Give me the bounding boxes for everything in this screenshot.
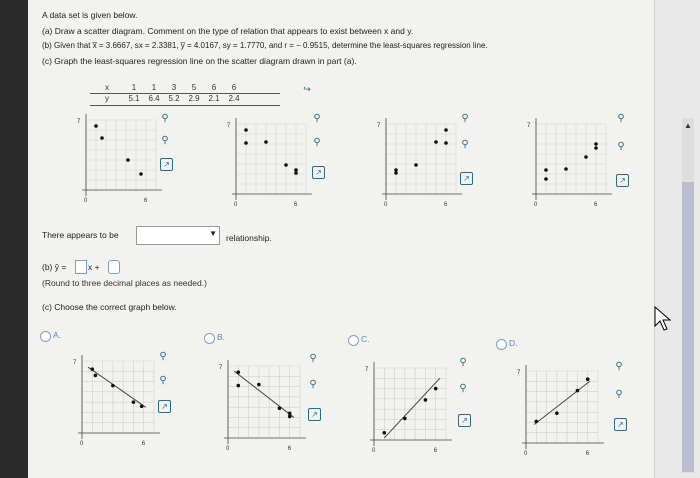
- regression-mid: x +: [88, 262, 100, 272]
- zoom-out-icon[interactable]: ⚲: [615, 389, 623, 400]
- popout-icon[interactable]: ↗: [458, 414, 471, 427]
- scatter-plot-svg: [208, 112, 328, 212]
- x-tick-label: 6: [141, 441, 146, 447]
- intro-text: A data set is given below.: [42, 10, 138, 20]
- option-plot-svg: [346, 352, 464, 457]
- data-point: [94, 124, 98, 128]
- intercept-input[interactable]: [108, 260, 120, 274]
- table-cell: 1: [151, 83, 157, 92]
- data-point: [264, 140, 268, 144]
- data-point: [414, 163, 418, 167]
- scatter-plot-svg: [508, 112, 628, 212]
- option-a-label[interactable]: A.: [53, 330, 62, 340]
- table-cell: 6: [231, 83, 237, 92]
- zoom-out-icon[interactable]: ⚲: [313, 137, 321, 148]
- zoom-out-icon[interactable]: ⚲: [461, 139, 469, 150]
- table-header-x: x: [105, 83, 109, 92]
- data-point: [111, 384, 115, 388]
- x-tick-label: 6: [287, 446, 292, 452]
- data-point: [594, 142, 598, 146]
- option-a-radio[interactable]: [40, 331, 51, 342]
- table-cell: 1: [131, 83, 137, 92]
- scatter-graph-2: [208, 112, 328, 217]
- data-point: [94, 374, 98, 378]
- data-point: [424, 398, 428, 402]
- popout-icon[interactable]: ↗: [160, 158, 173, 171]
- scroll-thumb[interactable]: [682, 182, 694, 472]
- data-point: [284, 163, 288, 167]
- zoom-in-icon[interactable]: ⚲: [313, 113, 321, 124]
- data-point: [555, 411, 559, 415]
- popout-icon[interactable]: ↗: [614, 418, 627, 431]
- origin-label: 0: [234, 202, 238, 208]
- data-point: [132, 400, 136, 404]
- zoom-in-icon[interactable]: ⚲: [161, 113, 169, 124]
- part-c-text: (c) Graph the least-squares regression line on the scatter diagram drawn in part (a).: [42, 56, 357, 66]
- origin-label: 0: [84, 198, 88, 204]
- regression-line: [534, 381, 590, 424]
- table-cell: 2.1: [208, 94, 220, 103]
- y-tick-label: 7: [227, 123, 231, 129]
- option-b-label[interactable]: B.: [217, 332, 226, 342]
- table-bottom-rule: [90, 105, 280, 106]
- choose-prompt: (c) Choose the correct graph below.: [42, 302, 177, 312]
- slope-input[interactable]: [75, 260, 87, 274]
- regression-line: [88, 367, 146, 407]
- table-row-y: [90, 93, 244, 104]
- scroll-up-arrow-icon[interactable]: ▲: [684, 121, 692, 130]
- data-point: [294, 168, 298, 172]
- origin-label: 0: [372, 448, 376, 454]
- x-tick-label: 6: [444, 202, 448, 208]
- data-point: [584, 155, 588, 159]
- zoom-out-icon[interactable]: ⚲: [159, 375, 167, 386]
- x-tick-label: 6: [594, 202, 598, 208]
- option-plot-svg: [200, 350, 318, 455]
- data-point: [278, 406, 282, 410]
- zoom-out-icon[interactable]: ⚲: [161, 135, 169, 146]
- data-point: [544, 168, 548, 172]
- popout-icon[interactable]: ↗: [308, 408, 321, 421]
- data-point: [444, 141, 448, 145]
- data-point: [534, 420, 538, 424]
- problem-content: [28, 0, 654, 478]
- data-point: [544, 177, 548, 181]
- data-point: [257, 383, 261, 387]
- data-point: [244, 141, 248, 145]
- data-point: [394, 168, 398, 172]
- table-cell: 6: [211, 83, 217, 92]
- x-tick-label: 6: [433, 448, 438, 454]
- vertical-scrollbar[interactable]: [654, 0, 700, 478]
- table-cell: 6.4: [148, 94, 160, 103]
- y-tick-label: 7: [365, 367, 369, 373]
- table-header-y: y: [105, 94, 109, 103]
- table-divider: [90, 93, 280, 94]
- part-b-text: (b) Given that x̅ = 3.6667, sx = 2.3381, y̅ = 4.0167, sy = 1.7770, and r = − 0.9515, determine the least-squares regression line.: [42, 41, 488, 50]
- data-point: [382, 431, 386, 435]
- option-c-label[interactable]: C.: [361, 334, 370, 344]
- option-a-graph: [54, 345, 172, 455]
- origin-label: 0: [226, 446, 230, 452]
- y-tick-label: 7: [517, 370, 521, 376]
- table-cell: 5: [191, 83, 197, 92]
- data-point: [126, 158, 130, 162]
- y-tick-label: 7: [77, 119, 81, 125]
- part-a-text: (a) Draw a scatter diagram. Comment on the type of relation that appears to exist between x and y.: [42, 26, 414, 36]
- zoom-in-icon[interactable]: ⚲: [615, 361, 623, 372]
- y-tick-label: 7: [527, 123, 531, 129]
- data-point: [586, 377, 590, 381]
- data-point: [139, 172, 143, 176]
- zoom-in-icon[interactable]: ⚲: [617, 113, 625, 124]
- rounding-note: (Round to three decimal places as needed.): [42, 278, 207, 288]
- popout-icon[interactable]: ↗: [616, 174, 629, 187]
- table-cell: 2.9: [188, 94, 200, 103]
- dropdown-arrow-icon: ▼: [209, 229, 217, 238]
- origin-label: 0: [80, 441, 84, 447]
- data-point: [236, 370, 240, 374]
- data-point: [403, 417, 407, 421]
- popout-icon[interactable]: ↗: [158, 400, 171, 413]
- zoom-out-icon[interactable]: ⚲: [309, 379, 317, 390]
- copy-table-icon[interactable]: ↪: [303, 84, 311, 94]
- table-cell: 3: [171, 83, 177, 92]
- option-b-graph: [200, 350, 318, 460]
- y-tick-label: 7: [377, 123, 381, 129]
- x-tick-label: 6: [144, 198, 148, 204]
- scatter-graph-4: [508, 112, 628, 217]
- table-cell: 5.2: [168, 94, 180, 103]
- table-row-x: [90, 82, 244, 93]
- data-point: [244, 128, 248, 132]
- option-plot-svg: [54, 345, 172, 450]
- data-point: [444, 128, 448, 132]
- data-point: [236, 384, 240, 388]
- option-c-graph: [346, 352, 464, 462]
- data-point: [288, 412, 292, 416]
- option-d-label[interactable]: D.: [509, 338, 518, 348]
- regression-line: [384, 378, 440, 438]
- zoom-in-icon[interactable]: ⚲: [159, 351, 167, 362]
- relationship-dropdown[interactable]: [136, 226, 220, 245]
- table-cell: 5.1: [128, 94, 140, 103]
- data-point: [100, 136, 104, 140]
- table-cell: 2.4: [228, 94, 240, 103]
- scatter-plot-svg: [358, 112, 478, 212]
- mouse-cursor-icon: [654, 306, 672, 332]
- option-c-radio[interactable]: [348, 335, 359, 346]
- relationship-suffix: relationship.: [226, 233, 272, 243]
- data-point: [434, 387, 438, 391]
- popout-icon[interactable]: ↗: [312, 166, 325, 179]
- scatter-graph-3: [358, 112, 478, 217]
- zoom-in-icon[interactable]: ⚲: [459, 357, 467, 368]
- option-b-radio[interactable]: [204, 333, 215, 344]
- popout-icon[interactable]: ↗: [460, 172, 473, 185]
- relationship-prefix: There appears to be: [42, 230, 119, 240]
- option-d-radio[interactable]: [496, 339, 507, 350]
- data-point: [90, 367, 94, 371]
- origin-label: 0: [384, 202, 388, 208]
- y-tick-label: 7: [219, 365, 223, 371]
- data-point: [594, 146, 598, 150]
- zoom-out-icon[interactable]: ⚲: [617, 141, 625, 152]
- x-tick-label: 6: [585, 451, 590, 457]
- data-point: [288, 415, 292, 419]
- data-point: [140, 404, 144, 408]
- zoom-in-icon[interactable]: ⚲: [309, 353, 317, 364]
- regression-line: [234, 371, 294, 417]
- zoom-in-icon[interactable]: ⚲: [461, 113, 469, 124]
- option-d-graph: [498, 355, 616, 465]
- data-point: [576, 389, 580, 393]
- x-tick-label: 6: [294, 202, 298, 208]
- data-point: [564, 167, 568, 171]
- screen: [28, 0, 700, 478]
- option-plot-svg: [498, 355, 616, 460]
- data-point: [434, 140, 438, 144]
- y-tick-label: 7: [73, 360, 77, 366]
- origin-label: 0: [534, 202, 538, 208]
- zoom-out-icon[interactable]: ⚲: [459, 383, 467, 394]
- regression-label: (b) ŷ =: [42, 262, 67, 272]
- origin-label: 0: [524, 451, 528, 457]
